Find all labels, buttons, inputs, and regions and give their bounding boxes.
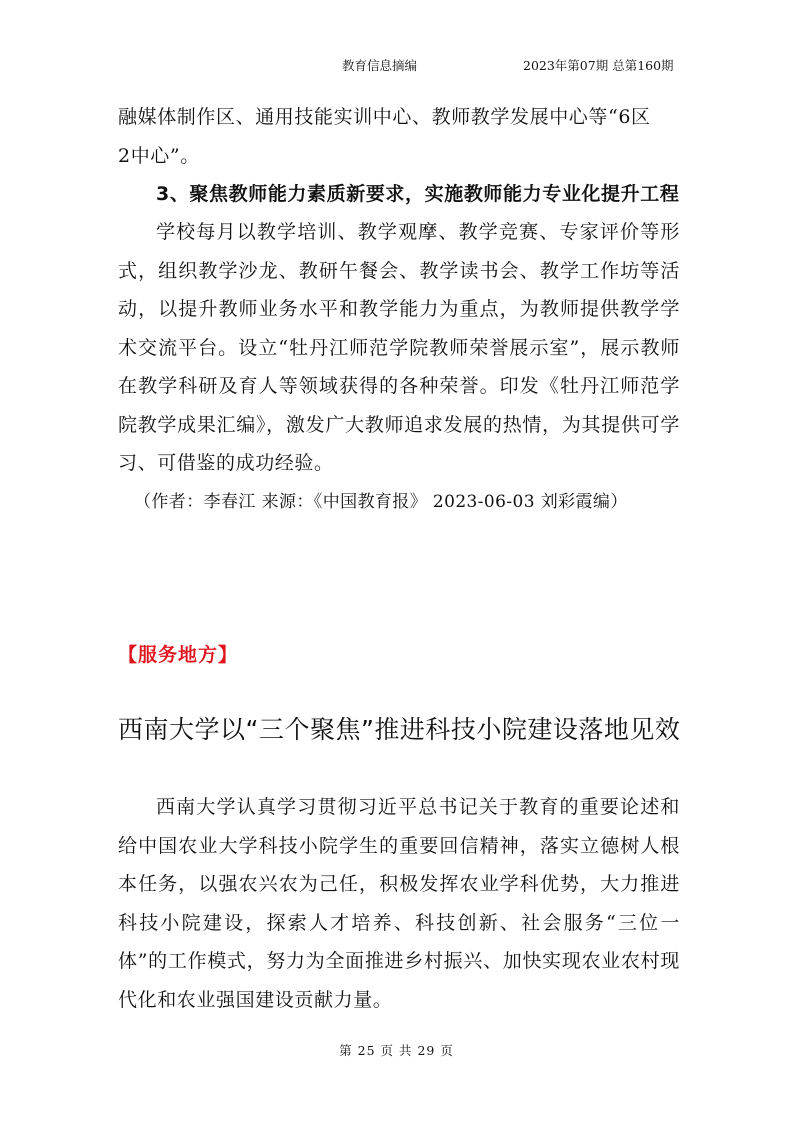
publication-name: 教育信息摘编 [342,58,418,73]
header-divider [118,80,678,81]
article-body [118,788,680,1019]
continued-line-2: 2中心”。 [118,144,200,167]
continued-paragraph [118,98,680,175]
continued-line-1: 融媒体制作区、通用技能实训中心、教师教学发展中心等“6区 [118,106,651,128]
section-tag-service-local: 【服务地方】 [118,644,239,666]
main-content [118,98,680,521]
article-title: 西南大学以“三个聚焦”推进科技小院建设落地见效 [118,715,681,744]
issue-number: 2023年第07期 总第160期 [523,58,674,73]
page-header [0,56,793,76]
page-footer: 第 25 页 共 29 页 [339,1043,454,1058]
section-3-paragraph: 学校每月以教学培训、教学观摩、教学竞赛、专家评价等形式，组织教学沙龙、教研午餐会、教学读书会、教学工作坊等活动，以提升教师业务水平和教学能力为重点，为教师提供教学学术交流平台。设立“牡丹江师范学院教师荣誉展示室”，展示教师在教学科研及育人等领域获得的各种荣誉。印发《牡丹江师范学院教学成果汇编》，激发广大教师追求发展的热情，为其提供可学习、可借鉴的成功经验。 [118,221,680,474]
section-heading-3: 3、聚焦教师能力素质新要求，实施教师能力专业化提升工程 [156,183,680,205]
article-intro-paragraph: 西南大学认真学习贯彻习近平总书记关于教育的重要论述和给中国农业大学科技小院学生的重要回信精神，落实立德树人根本任务，以强农兴农为己任，积极发挥农业学科优势，大力推进科技小院建设，探索人才培养、科技创新、社会服务“三位一体”的工作模式，努力为全面推进乡村振兴、加快实现农业农村现代化和农业强国建设贡献力量。 [118,796,680,1011]
article-credit: （作者：李春江 来源：《中国教育报》 2023-06-03 刘彩霞编） [134,491,628,512]
